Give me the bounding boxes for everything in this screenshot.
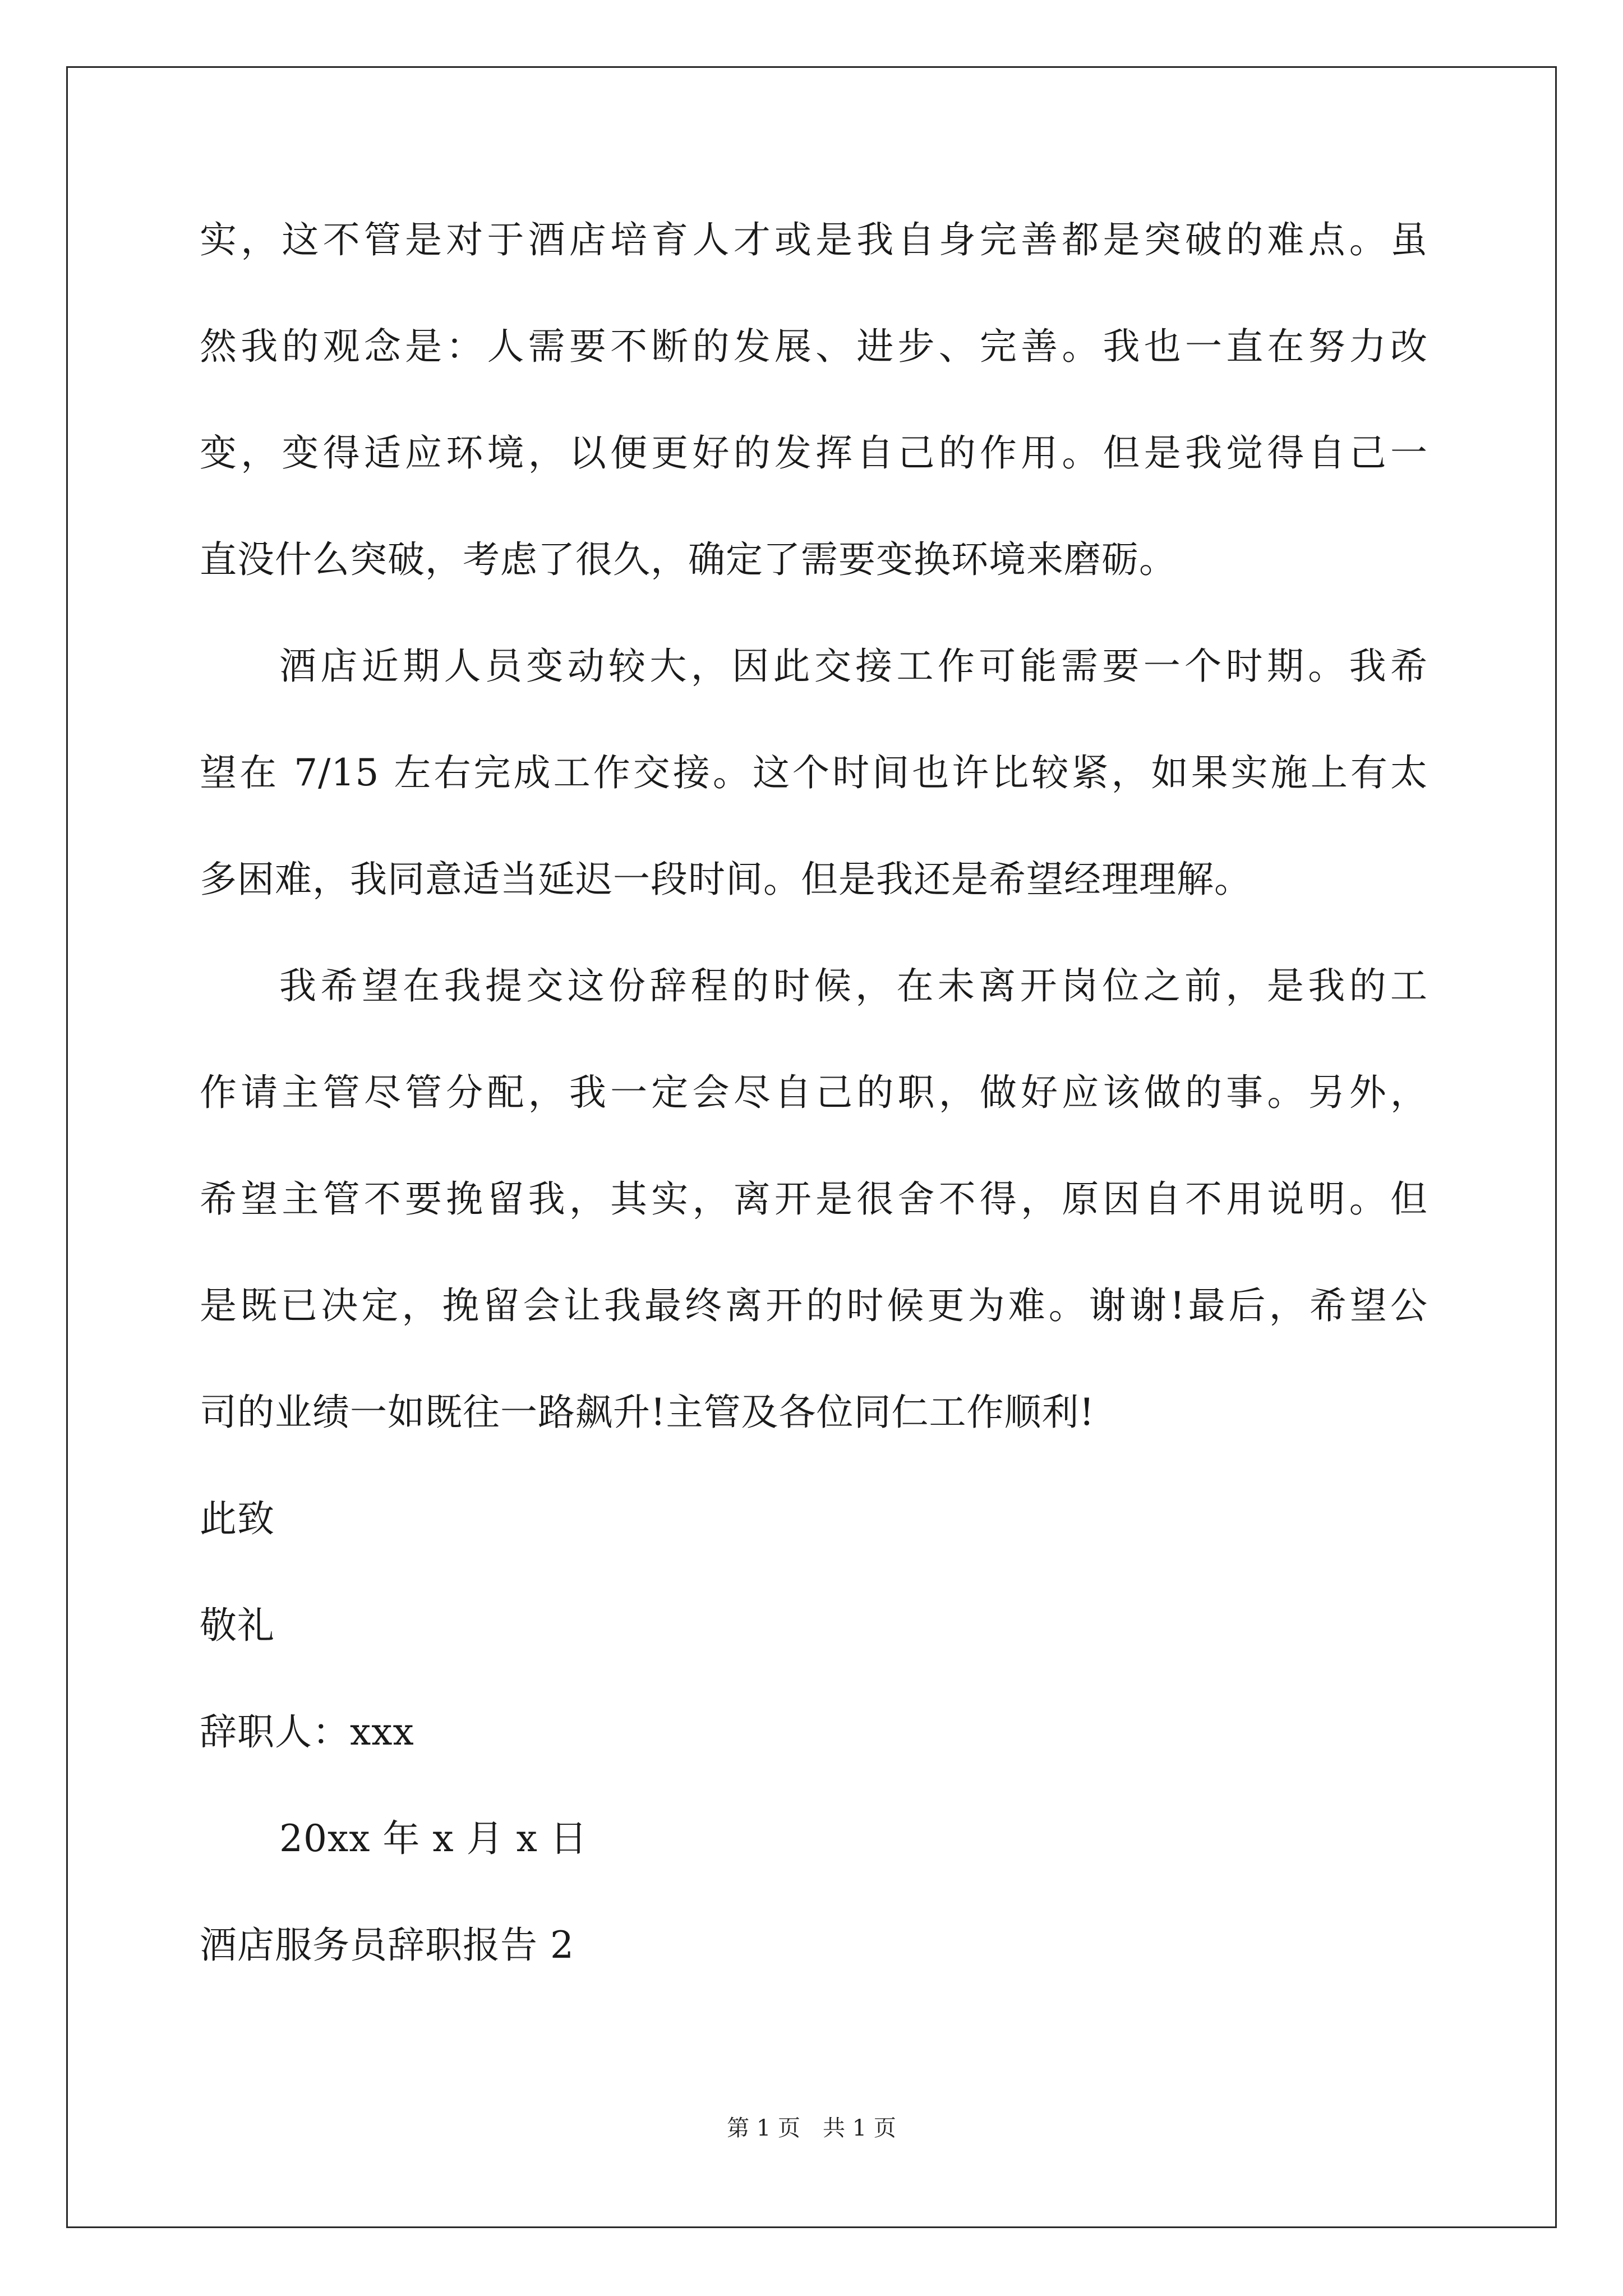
paragraph-line: 变，变得适应环境，以便更好的发挥自己的作用。但是我觉得自己一	[200, 431, 1428, 475]
signature-line: 辞职人：xxx	[200, 1710, 414, 1754]
page-number-current: 第 1 页	[727, 2115, 800, 2141]
page-number-total: 共 1 页	[823, 2115, 896, 2141]
paragraph-line: 直没什么突破，考虑了很久，确定了需要变换环境来磨砺。	[200, 538, 1177, 581]
paragraph-line: 作请主管尽管分配，我一定会尽自己的职，做好应该做的事。另外，	[200, 1071, 1428, 1114]
paragraph-line: 希望主管不要挽留我，其实，离开是很舍不得，原因自不用说明。但	[200, 1177, 1428, 1221]
paragraph-line: 望在 7/15 左右完成工作交接。这个时间也许比较紧，如果实施上有太	[200, 751, 1428, 794]
paragraph-line: 多困难，我同意适当延迟一段时间。但是我还是希望经理理解。	[200, 858, 1252, 901]
paragraph-line: 酒店近期人员变动较大，因此交接工作可能需要一个时期。我希	[279, 645, 1428, 688]
section-title: 酒店服务员辞职报告 2	[200, 1924, 574, 1967]
paragraph-line: 实，这不管是对于酒店培育人才或是我自身完善都是突破的难点。虽	[200, 218, 1428, 261]
paragraph-line: 是既已决定，挽留会让我最终离开的时候更为难。谢谢!最后，希望公	[200, 1284, 1428, 1327]
page-border	[66, 66, 1557, 2228]
closing-regards: 敬礼	[200, 1604, 275, 1647]
closing-salutation: 此致	[200, 1497, 275, 1540]
date-line: 20xx 年 x 月 x 日	[279, 1817, 588, 1860]
paragraph-line: 我希望在我提交这份辞程的时候，在未离开岗位之前，是我的工	[279, 964, 1428, 1007]
paragraph-line: 司的业绩一如既往一路飙升!主管及各位同仁工作顺利!	[200, 1391, 1095, 1434]
paragraph-line: 然我的观念是：人需要不断的发展、进步、完善。我也一直在努力改	[200, 325, 1428, 368]
page-footer	[0, 2111, 1623, 2145]
